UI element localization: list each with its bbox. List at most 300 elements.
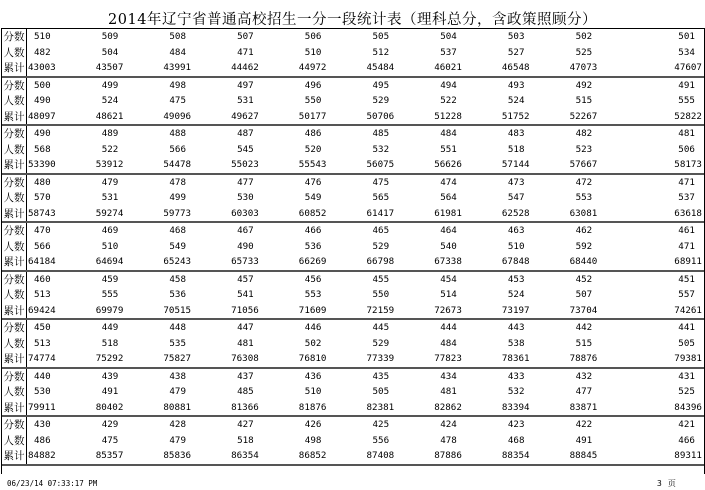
cumulative-cell: 61981 bbox=[434, 207, 462, 219]
row-label-cumulative: 累计 bbox=[3, 304, 25, 317]
cumulative-cell: 67338 bbox=[434, 256, 462, 268]
score-cell: 505 bbox=[372, 31, 390, 43]
table-row-score bbox=[27, 417, 704, 432]
score-cell: 429 bbox=[101, 419, 119, 431]
score-cell: 437 bbox=[237, 370, 254, 382]
cumulative-cell: 43991 bbox=[163, 62, 192, 74]
score-cell: 439 bbox=[101, 370, 119, 382]
count-cell: 540 bbox=[440, 240, 457, 252]
count-cell: 505 bbox=[678, 337, 695, 349]
score-cell: 474 bbox=[440, 176, 457, 188]
table-block bbox=[2, 272, 704, 321]
table-row-cumulative bbox=[27, 351, 704, 366]
count-cell: 529 bbox=[372, 95, 390, 107]
table-block bbox=[2, 126, 704, 175]
cumulative-cell: 86852 bbox=[298, 450, 327, 462]
row-label-score: 分数 bbox=[3, 225, 25, 238]
row-label-cumulative: 累计 bbox=[3, 110, 25, 123]
row-label-count: 人数 bbox=[3, 143, 25, 156]
count-cell: 485 bbox=[237, 386, 254, 398]
cumulative-cell: 72159 bbox=[366, 304, 395, 316]
count-cell: 475 bbox=[101, 434, 119, 446]
score-cell: 453 bbox=[507, 273, 525, 285]
count-cell: 515 bbox=[575, 95, 593, 107]
cumulative-cell: 46021 bbox=[434, 62, 462, 74]
count-cell: 537 bbox=[440, 46, 457, 58]
cumulative-cell: 55543 bbox=[298, 159, 327, 171]
page-indicator bbox=[657, 478, 682, 489]
cumulative-cell: 77339 bbox=[366, 353, 395, 365]
row-label-cumulative: 累计 bbox=[3, 450, 25, 463]
count-cell: 536 bbox=[304, 240, 322, 252]
score-cell: 423 bbox=[507, 419, 525, 431]
cumulative-cell: 83394 bbox=[501, 401, 530, 413]
table-row-cumulative bbox=[27, 108, 704, 123]
row-label-count: 人数 bbox=[3, 240, 25, 253]
row-label-cumulative: 累计 bbox=[3, 256, 25, 269]
count-cell: 525 bbox=[575, 46, 593, 58]
count-cell: 471 bbox=[237, 46, 254, 58]
count-cell: 549 bbox=[304, 192, 322, 204]
count-cell: 545 bbox=[237, 143, 254, 155]
table-row-count bbox=[27, 190, 704, 205]
score-cell: 507 bbox=[237, 31, 254, 43]
table-block bbox=[2, 417, 704, 466]
cumulative-cell: 60852 bbox=[298, 207, 327, 219]
count-cell: 522 bbox=[101, 143, 119, 155]
count-cell: 532 bbox=[372, 143, 390, 155]
row-label-score: 分数 bbox=[3, 128, 25, 141]
cumulative-cell: 65733 bbox=[231, 256, 259, 268]
score-cell: 497 bbox=[237, 79, 254, 91]
count-cell: 477 bbox=[575, 386, 593, 398]
count-cell: 537 bbox=[678, 192, 695, 204]
score-cell: 441 bbox=[678, 322, 695, 334]
cumulative-cell: 53912 bbox=[95, 159, 124, 171]
score-cell: 449 bbox=[101, 322, 119, 334]
cumulative-cell: 74261 bbox=[674, 304, 702, 316]
cumulative-cell: 85836 bbox=[163, 450, 192, 462]
page-footer bbox=[1, 475, 703, 490]
score-cell: 435 bbox=[372, 370, 390, 382]
row-label-score: 分数 bbox=[3, 79, 25, 92]
score-cell: 463 bbox=[507, 225, 525, 237]
score-cell: 454 bbox=[440, 273, 457, 285]
count-cell: 484 bbox=[440, 337, 457, 349]
count-cell: 515 bbox=[575, 337, 593, 349]
cumulative-cell: 62528 bbox=[501, 207, 530, 219]
score-cell: 461 bbox=[678, 225, 695, 237]
cumulative-cell: 75827 bbox=[163, 353, 192, 365]
cumulative-cell: 63081 bbox=[569, 207, 598, 219]
cumulative-cell: 52822 bbox=[674, 110, 702, 122]
table-row-cumulative bbox=[27, 399, 704, 414]
count-cell: 568 bbox=[34, 143, 51, 155]
count-cell: 566 bbox=[34, 240, 51, 252]
count-cell: 555 bbox=[678, 95, 695, 107]
table-row-count bbox=[27, 287, 704, 302]
table-row-count bbox=[27, 432, 704, 447]
cumulative-cell: 59274 bbox=[95, 207, 124, 219]
count-cell: 510 bbox=[304, 46, 322, 58]
cumulative-cell: 67848 bbox=[501, 256, 530, 268]
count-cell: 564 bbox=[440, 192, 457, 204]
count-cell: 486 bbox=[34, 434, 51, 446]
score-cell: 475 bbox=[372, 176, 390, 188]
score-cell: 421 bbox=[678, 419, 695, 431]
count-cell: 525 bbox=[678, 386, 695, 398]
score-cell: 425 bbox=[372, 419, 390, 431]
score-cell: 501 bbox=[678, 31, 695, 43]
score-cell: 465 bbox=[372, 225, 390, 237]
count-cell: 557 bbox=[678, 289, 695, 301]
cumulative-cell: 47607 bbox=[674, 62, 702, 74]
score-cell: 440 bbox=[34, 370, 51, 382]
row-label-cumulative: 累计 bbox=[3, 401, 25, 414]
cumulative-cell: 76810 bbox=[298, 353, 327, 365]
count-cell: 513 bbox=[34, 289, 51, 301]
score-cell: 427 bbox=[237, 419, 254, 431]
table-row-cumulative bbox=[27, 254, 704, 269]
count-cell: 518 bbox=[237, 434, 254, 446]
count-cell: 478 bbox=[440, 434, 457, 446]
row-label-cumulative: 累计 bbox=[3, 353, 25, 366]
count-cell: 520 bbox=[304, 143, 322, 155]
count-cell: 490 bbox=[237, 240, 254, 252]
count-cell: 498 bbox=[304, 434, 322, 446]
score-cell: 473 bbox=[507, 176, 525, 188]
table-row-score bbox=[27, 369, 704, 384]
score-cell: 458 bbox=[169, 273, 186, 285]
score-cell: 493 bbox=[507, 79, 525, 91]
table-row-cumulative bbox=[27, 448, 704, 463]
score-cell: 479 bbox=[101, 176, 119, 188]
row-label-score: 分数 bbox=[3, 370, 25, 383]
cumulative-cell: 44972 bbox=[298, 62, 327, 74]
cumulative-cell: 77823 bbox=[434, 353, 462, 365]
count-cell: 534 bbox=[678, 46, 695, 58]
cumulative-cell: 80402 bbox=[95, 401, 124, 413]
cumulative-cell: 44462 bbox=[231, 62, 259, 74]
table-row-score bbox=[27, 78, 704, 93]
count-cell: 481 bbox=[440, 386, 457, 398]
table-row-score bbox=[27, 272, 704, 287]
score-cell: 484 bbox=[440, 128, 457, 140]
score-cell: 451 bbox=[678, 273, 695, 285]
cumulative-cell: 87886 bbox=[434, 450, 462, 462]
cumulative-cell: 73197 bbox=[501, 304, 530, 316]
score-cell: 444 bbox=[440, 322, 457, 334]
score-cell: 498 bbox=[169, 79, 186, 91]
cumulative-cell: 49627 bbox=[231, 110, 259, 122]
cumulative-cell: 48621 bbox=[95, 110, 124, 122]
cumulative-cell: 71609 bbox=[298, 304, 327, 316]
count-cell: 553 bbox=[304, 289, 322, 301]
table-row-count bbox=[27, 238, 704, 253]
table-row-count bbox=[27, 384, 704, 399]
count-cell: 482 bbox=[34, 46, 51, 58]
row-label-column bbox=[2, 175, 27, 222]
cumulative-cell: 50706 bbox=[366, 110, 395, 122]
row-label-score: 分数 bbox=[3, 419, 25, 432]
count-cell: 471 bbox=[678, 240, 695, 252]
cumulative-cell: 81366 bbox=[231, 401, 259, 413]
score-cell: 422 bbox=[575, 419, 593, 431]
score-cell: 431 bbox=[678, 370, 695, 382]
cumulative-cell: 47073 bbox=[569, 62, 598, 74]
count-cell: 507 bbox=[575, 289, 593, 301]
table-row-score bbox=[27, 126, 704, 141]
table-row-score bbox=[27, 29, 704, 44]
row-label-count: 人数 bbox=[3, 46, 25, 59]
score-cell: 470 bbox=[34, 225, 51, 237]
row-label-count: 人数 bbox=[3, 386, 25, 399]
count-cell: 522 bbox=[440, 95, 457, 107]
score-cell: 508 bbox=[169, 31, 186, 43]
score-cell: 502 bbox=[575, 31, 593, 43]
row-label-score: 分数 bbox=[3, 273, 25, 286]
cumulative-cell: 81876 bbox=[298, 401, 327, 413]
score-cell: 506 bbox=[304, 31, 322, 43]
table-row-count bbox=[27, 335, 704, 350]
row-label-column bbox=[2, 417, 27, 464]
score-cell: 436 bbox=[304, 370, 322, 382]
cumulative-cell: 68911 bbox=[674, 256, 702, 268]
row-label-column bbox=[2, 369, 27, 416]
row-label-count: 人数 bbox=[3, 289, 25, 302]
row-label-score: 分数 bbox=[3, 176, 25, 189]
count-cell: 530 bbox=[237, 192, 254, 204]
cumulative-cell: 88845 bbox=[569, 450, 598, 462]
count-cell: 549 bbox=[169, 240, 186, 252]
count-cell: 491 bbox=[101, 386, 119, 398]
cumulative-cell: 87408 bbox=[366, 450, 395, 462]
row-label-cumulative: 累计 bbox=[3, 62, 25, 75]
score-cell: 478 bbox=[169, 176, 186, 188]
cumulative-cell: 53390 bbox=[28, 159, 56, 171]
count-cell: 555 bbox=[101, 289, 119, 301]
count-cell: 491 bbox=[575, 434, 593, 446]
score-cell: 457 bbox=[237, 273, 254, 285]
score-cell: 428 bbox=[169, 419, 186, 431]
score-cell: 434 bbox=[440, 370, 457, 382]
row-label-count: 人数 bbox=[3, 434, 25, 447]
cumulative-cell: 43003 bbox=[28, 62, 56, 74]
cumulative-cell: 65243 bbox=[163, 256, 192, 268]
cumulative-cell: 74774 bbox=[28, 353, 56, 365]
row-label-count: 人数 bbox=[3, 95, 25, 108]
score-cell: 433 bbox=[507, 370, 525, 382]
count-cell: 538 bbox=[507, 337, 525, 349]
table-row-score bbox=[27, 223, 704, 238]
count-cell: 506 bbox=[678, 143, 695, 155]
cumulative-cell: 84882 bbox=[28, 450, 56, 462]
table-row-cumulative bbox=[27, 60, 704, 75]
score-cell: 485 bbox=[372, 128, 390, 140]
score-cell: 447 bbox=[237, 322, 254, 334]
count-cell: 466 bbox=[678, 434, 695, 446]
cumulative-cell: 60303 bbox=[231, 207, 259, 219]
count-cell: 550 bbox=[304, 95, 322, 107]
score-cell: 442 bbox=[575, 322, 593, 334]
score-cell: 476 bbox=[304, 176, 322, 188]
count-cell: 535 bbox=[169, 337, 186, 349]
score-cell: 482 bbox=[575, 128, 593, 140]
count-cell: 513 bbox=[34, 337, 51, 349]
cumulative-cell: 78361 bbox=[501, 353, 530, 365]
score-cell: 432 bbox=[575, 370, 593, 382]
cumulative-cell: 80881 bbox=[163, 401, 192, 413]
count-cell: 531 bbox=[237, 95, 254, 107]
count-cell: 484 bbox=[169, 46, 186, 58]
count-cell: 524 bbox=[507, 289, 525, 301]
count-cell: 479 bbox=[169, 386, 186, 398]
score-cell: 468 bbox=[169, 225, 186, 237]
cumulative-cell: 54478 bbox=[163, 159, 192, 171]
table-row-count bbox=[27, 44, 704, 59]
cumulative-cell: 82862 bbox=[434, 401, 462, 413]
cumulative-cell: 84396 bbox=[674, 401, 702, 413]
score-cell: 438 bbox=[169, 370, 186, 382]
cumulative-cell: 46548 bbox=[501, 62, 530, 74]
cumulative-cell: 66798 bbox=[366, 256, 395, 268]
table-row-score bbox=[27, 320, 704, 335]
score-cell: 510 bbox=[34, 31, 51, 43]
row-label-score: 分数 bbox=[3, 322, 25, 335]
cumulative-cell: 45484 bbox=[366, 62, 395, 74]
count-cell: 527 bbox=[507, 46, 525, 58]
cumulative-cell: 56626 bbox=[434, 159, 462, 171]
count-cell: 468 bbox=[507, 434, 525, 446]
cumulative-cell: 75292 bbox=[95, 353, 124, 365]
cumulative-cell: 51752 bbox=[501, 110, 530, 122]
score-cell: 494 bbox=[440, 79, 457, 91]
score-cell: 467 bbox=[237, 225, 254, 237]
score-cell: 480 bbox=[34, 176, 51, 188]
score-cell: 469 bbox=[101, 225, 119, 237]
cumulative-cell: 78876 bbox=[569, 353, 598, 365]
table-block bbox=[2, 320, 704, 369]
table-row-score bbox=[27, 175, 704, 190]
count-cell: 479 bbox=[169, 434, 186, 446]
count-cell: 512 bbox=[372, 46, 390, 58]
score-cell: 450 bbox=[34, 322, 51, 334]
cumulative-cell: 79381 bbox=[674, 353, 702, 365]
score-cell: 492 bbox=[575, 79, 593, 91]
score-cell: 452 bbox=[575, 273, 593, 285]
cumulative-cell: 69424 bbox=[28, 304, 56, 316]
count-cell: 536 bbox=[169, 289, 186, 301]
count-cell: 481 bbox=[237, 337, 254, 349]
score-cell: 462 bbox=[575, 225, 593, 237]
count-cell: 547 bbox=[507, 192, 525, 204]
count-cell: 530 bbox=[34, 386, 51, 398]
cumulative-cell: 83871 bbox=[569, 401, 598, 413]
score-cell: 481 bbox=[678, 128, 695, 140]
cumulative-cell: 79911 bbox=[28, 401, 56, 413]
score-cell: 472 bbox=[575, 176, 593, 188]
cumulative-cell: 85357 bbox=[95, 450, 124, 462]
table-row-cumulative bbox=[27, 157, 704, 172]
score-cell: 477 bbox=[237, 176, 254, 188]
score-cell: 486 bbox=[304, 128, 322, 140]
count-cell: 524 bbox=[507, 95, 525, 107]
cumulative-cell: 50177 bbox=[298, 110, 327, 122]
count-cell: 553 bbox=[575, 192, 593, 204]
cumulative-cell: 63618 bbox=[674, 207, 702, 219]
score-cell: 490 bbox=[34, 128, 51, 140]
cumulative-cell: 48097 bbox=[28, 110, 56, 122]
cumulative-cell: 73704 bbox=[569, 304, 598, 316]
count-cell: 518 bbox=[101, 337, 119, 349]
score-cell: 509 bbox=[101, 31, 119, 43]
row-label-count: 人数 bbox=[3, 192, 25, 205]
score-cell: 448 bbox=[169, 322, 186, 334]
count-cell: 502 bbox=[304, 337, 322, 349]
score-cell: 483 bbox=[507, 128, 525, 140]
row-label-cumulative: 累计 bbox=[3, 159, 25, 172]
cumulative-cell: 52267 bbox=[569, 110, 598, 122]
count-cell: 550 bbox=[372, 289, 390, 301]
cumulative-cell: 58743 bbox=[28, 207, 56, 219]
table-row-cumulative bbox=[27, 205, 704, 220]
count-cell: 490 bbox=[34, 95, 51, 107]
cumulative-cell: 51228 bbox=[434, 110, 462, 122]
cumulative-cell: 43507 bbox=[95, 62, 124, 74]
page-number: 3 bbox=[657, 479, 662, 488]
table-block bbox=[2, 223, 704, 272]
row-label-column bbox=[2, 320, 27, 367]
score-cell: 445 bbox=[372, 322, 390, 334]
score-cell: 489 bbox=[101, 128, 119, 140]
count-cell: 529 bbox=[372, 240, 390, 252]
cumulative-cell: 68440 bbox=[569, 256, 598, 268]
cumulative-cell: 64694 bbox=[95, 256, 124, 268]
cumulative-cell: 64184 bbox=[28, 256, 56, 268]
row-label-column bbox=[2, 126, 27, 173]
row-label-column bbox=[2, 78, 27, 125]
page-unit: 页 bbox=[667, 479, 676, 488]
count-cell: 505 bbox=[372, 386, 390, 398]
score-cell: 491 bbox=[678, 79, 695, 91]
score-distribution-table bbox=[1, 28, 705, 474]
cumulative-cell: 71056 bbox=[231, 304, 259, 316]
cumulative-cell: 70515 bbox=[163, 304, 192, 316]
table-row-cumulative bbox=[27, 302, 704, 317]
cumulative-cell: 49096 bbox=[163, 110, 192, 122]
count-cell: 518 bbox=[507, 143, 525, 155]
count-cell: 510 bbox=[304, 386, 322, 398]
print-timestamp: 06/23/14 07:33:17 PM bbox=[7, 479, 98, 488]
score-cell: 487 bbox=[237, 128, 254, 140]
cumulative-cell: 82381 bbox=[366, 401, 395, 413]
row-label-score: 分数 bbox=[3, 31, 25, 44]
table-row-count bbox=[27, 93, 704, 108]
count-cell: 592 bbox=[575, 240, 593, 252]
score-cell: 459 bbox=[101, 273, 119, 285]
cumulative-cell: 76308 bbox=[231, 353, 259, 365]
score-cell: 499 bbox=[101, 79, 119, 91]
table-block bbox=[2, 78, 704, 127]
count-cell: 531 bbox=[101, 192, 119, 204]
cumulative-cell: 86354 bbox=[231, 450, 259, 462]
count-cell: 475 bbox=[169, 95, 186, 107]
cumulative-cell: 57667 bbox=[569, 159, 598, 171]
cumulative-cell: 55023 bbox=[231, 159, 259, 171]
count-cell: 524 bbox=[101, 95, 119, 107]
row-label-column bbox=[2, 29, 27, 76]
count-cell: 532 bbox=[507, 386, 525, 398]
